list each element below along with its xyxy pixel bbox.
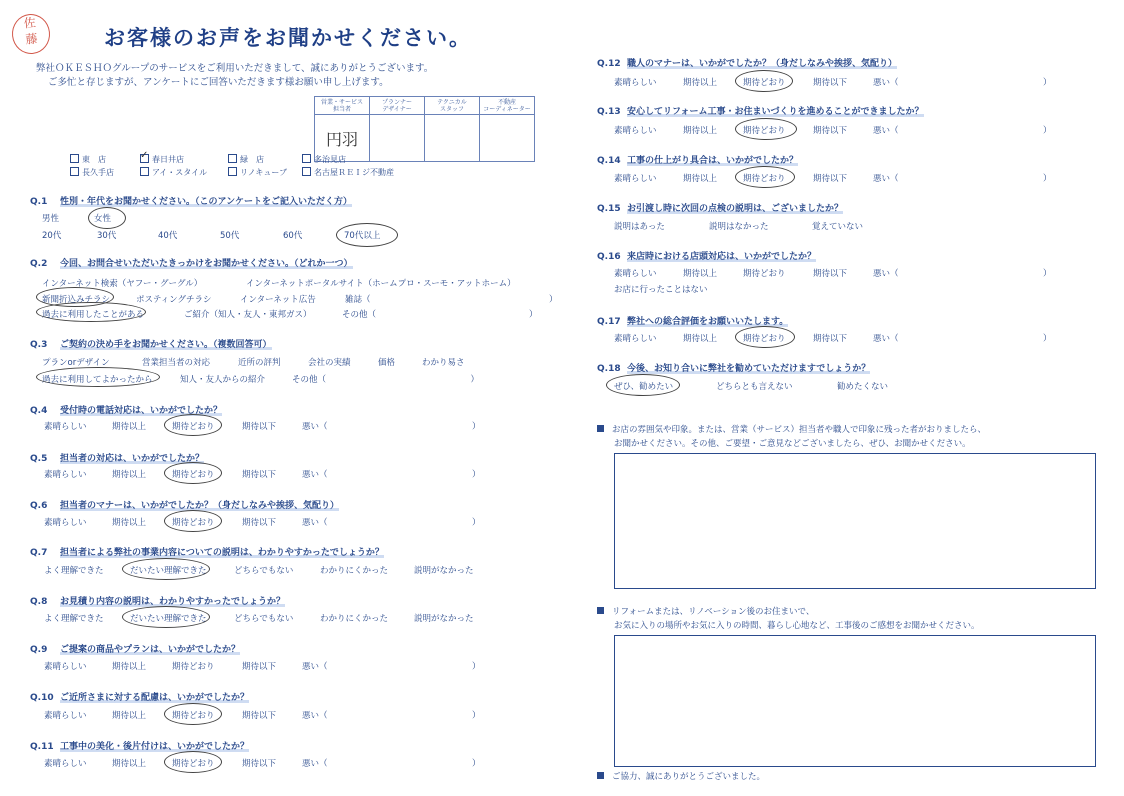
checkbox-icon[interactable]	[228, 167, 237, 176]
answer-option[interactable]: 期待以上	[683, 269, 718, 279]
comment2-line-2: お気に入りの場所やお気に入りの時間、暮らし心地など、工事後のご感想をお聞かせください。	[614, 621, 980, 631]
answer-circle-mark	[164, 510, 222, 532]
answer-option[interactable]: 期待どおり	[172, 711, 215, 721]
answer-option[interactable]: ポスティングチラシ	[136, 295, 212, 305]
answer-option[interactable]: 期待以上	[112, 470, 147, 480]
question-heading	[30, 594, 285, 607]
staff-table	[314, 96, 535, 162]
answer-option[interactable]: 素晴らしい	[614, 78, 657, 88]
answer-option[interactable]: 60代	[283, 231, 303, 241]
thanks-line	[597, 770, 765, 782]
question-number: Q.18	[597, 364, 621, 374]
shop-option[interactable]	[302, 154, 346, 165]
question-number: Q.6	[30, 501, 48, 511]
answer-option[interactable]: 期待どおり	[172, 470, 215, 480]
answer-option[interactable]: その他（ ）	[342, 310, 538, 320]
answer-option[interactable]: 過去に利用してよかったから	[42, 375, 153, 385]
answer-circle-mark	[164, 703, 222, 725]
answer-option[interactable]: 素晴らしい	[614, 269, 657, 279]
question-text: 弊社への総合評価をお願いいたします。	[627, 317, 789, 327]
answer-circle-mark	[164, 751, 222, 773]
answer-option[interactable]: 期待どおり	[743, 78, 786, 88]
answer-option[interactable]: プランorデザイン	[42, 358, 110, 368]
shop-label: リノキューブ	[240, 168, 287, 177]
answer-option[interactable]: 70代以上	[344, 231, 381, 241]
question-text: 安心してリフォーム工事・お住まいづくりを進めることができましたか？	[627, 107, 924, 117]
answer-option[interactable]: 期待以下	[242, 470, 277, 480]
question-text: 担当者のマナーは、いかがでしたか？（身だしなみや挨拶、気配り）	[60, 501, 340, 511]
answer-option[interactable]: 期待以上	[112, 759, 147, 769]
comment1-prompt	[597, 423, 986, 435]
question-heading	[30, 739, 249, 752]
answer-option[interactable]: 会社の実績	[308, 358, 351, 368]
thanks-text: ご協力、誠にありがとうございました。	[612, 772, 766, 782]
question-number: Q.8	[30, 597, 48, 607]
answer-option[interactable]: どちらとも言えない	[716, 382, 793, 392]
question-text: ご近所さまに対する配慮は、いかがでしたか？	[60, 693, 250, 703]
question-text: 職人のマナーは、いかがでしたか？（身だしなみや挨拶、気配り）	[627, 59, 898, 69]
answer-option[interactable]: 説明はなかった	[709, 222, 769, 232]
answer-option[interactable]: 30代	[97, 231, 117, 241]
question-text: 今回、お問合せいただいたきっかけをお聞かせください。（どれか一つ）	[60, 259, 353, 269]
answer-option[interactable]: 男性	[42, 214, 60, 224]
question-heading	[597, 56, 897, 69]
answer-option[interactable]: 悪い（ ）	[873, 334, 1052, 344]
checkbox-icon[interactable]	[228, 154, 237, 163]
answer-option[interactable]: よく理解できた	[44, 614, 104, 624]
answer-option[interactable]: 悪い（ ）	[302, 662, 481, 672]
answer-option[interactable]: 価格	[378, 358, 396, 368]
answer-option[interactable]: 20代	[42, 231, 62, 241]
answer-option[interactable]: 悪い（ ）	[302, 759, 481, 769]
answer-option[interactable]: 素晴らしい	[44, 470, 87, 480]
bullet-square-icon	[597, 425, 604, 432]
answer-circle-mark	[735, 166, 795, 188]
answer-circle-mark	[336, 223, 398, 247]
question-number: Q.15	[597, 204, 621, 214]
shop-option[interactable]	[140, 154, 184, 165]
seal-char: 佐	[23, 15, 37, 31]
question-number: Q.14	[597, 156, 621, 166]
comment1-line-2: お聞かせください。その他、ご要望・ご意見などございましたら、ぜひ、お聞かせください。	[614, 439, 971, 449]
answer-option[interactable]: 期待以上	[683, 334, 718, 344]
answer-option[interactable]: 悪い（ ）	[302, 711, 481, 721]
answer-option[interactable]: 悪い（ ）	[302, 422, 481, 432]
answer-circle-mark	[36, 367, 160, 387]
answer-option[interactable]: 説明がなかった	[414, 566, 474, 576]
checkbox-icon[interactable]	[70, 167, 79, 176]
shop-option[interactable]	[228, 154, 264, 165]
answer-circle-mark	[36, 302, 146, 322]
answer-option[interactable]: 悪い（ ）	[873, 174, 1052, 184]
answer-option[interactable]: どちらでもない	[234, 566, 294, 576]
answer-option[interactable]: 説明がなかった	[414, 614, 474, 624]
answer-option[interactable]: 女性	[94, 214, 112, 224]
answer-option[interactable]: 近所の評判	[238, 358, 281, 368]
answer-circle-mark	[88, 207, 126, 229]
shop-label: 長久手店	[82, 168, 114, 177]
seal-stamp	[10, 12, 52, 56]
answer-circle-mark	[164, 414, 222, 436]
answer-option[interactable]: 素晴らしい	[44, 711, 87, 721]
answer-option[interactable]: 営業担当者の対応	[142, 358, 211, 368]
question-text: 来店時における店頭対応は、いかがでしたか？	[627, 252, 817, 262]
shop-option[interactable]	[70, 154, 106, 165]
answer-option[interactable]: 期待どおり	[172, 518, 215, 528]
answer-option[interactable]: 素晴らしい	[44, 759, 87, 769]
answer-option[interactable]: 説明はあった	[614, 222, 665, 232]
question-number: Q.10	[30, 693, 54, 703]
answer-option[interactable]: わかりにくかった	[320, 614, 389, 624]
answer-option[interactable]: だいたい理解できた	[130, 614, 207, 624]
answer-circle-mark	[122, 606, 210, 628]
shop-label: 多治見店	[314, 155, 346, 164]
comment2-textbox[interactable]	[614, 635, 1096, 767]
question-number: Q.7	[30, 548, 48, 558]
answer-option[interactable]: 期待どおり	[743, 126, 786, 136]
answer-option[interactable]: 知人・友人からの紹介	[180, 375, 266, 385]
answer-option[interactable]: 素晴らしい	[614, 126, 657, 136]
question-text: 担当者の対応は、いかがでしたか？	[60, 454, 205, 464]
answer-option[interactable]: 素晴らしい	[614, 174, 657, 184]
answer-option[interactable]: 期待以上	[112, 711, 147, 721]
question-heading	[30, 194, 352, 207]
answer-option[interactable]: 期待以上	[683, 174, 718, 184]
answer-option[interactable]: 素晴らしい	[614, 334, 657, 344]
question-heading	[597, 249, 816, 262]
question-text: ご契約の決め手をお聞かせください。（複数回答可）	[60, 340, 272, 350]
answer-option[interactable]: お店に行ったことはない	[614, 285, 708, 295]
staff-header-realestate: 不動産 コーディネーター	[480, 97, 535, 115]
question-number: Q.16	[597, 252, 621, 262]
answer-option[interactable]: 40代	[158, 231, 178, 241]
answer-option[interactable]: 期待以下	[813, 78, 848, 88]
question-number: Q.1	[30, 197, 48, 207]
answer-option[interactable]: 新聞折込みチラシ	[42, 295, 111, 305]
answer-option[interactable]: 期待以下	[813, 269, 848, 279]
question-number: Q.17	[597, 317, 621, 327]
comment2-prompt	[597, 605, 814, 617]
question-heading	[597, 314, 788, 327]
question-text: 担当者による弊社の事業内容についての説明は、わかりやすかったでしょうか？	[60, 548, 384, 558]
comment2-line-1: リフォームまたは、リノベーション後のお住まいで、	[612, 607, 815, 617]
answer-option[interactable]: 悪い（ ）	[873, 126, 1052, 136]
question-number: Q.2	[30, 259, 48, 269]
answer-option[interactable]: 期待以上	[112, 518, 147, 528]
staff-header-technical: テクニカル スタッフ	[425, 97, 480, 115]
answer-option[interactable]: 雑誌（ ）	[345, 295, 558, 305]
answer-option[interactable]: 期待以上	[112, 422, 147, 432]
question-heading	[597, 361, 870, 374]
answer-option[interactable]: 期待以下	[813, 174, 848, 184]
question-heading	[30, 690, 249, 703]
intro-line-1: 弊社ＯＫＥＳＨＯグループのサービスをご利用いただきまして、誠にありがとうございます。	[36, 63, 434, 74]
answer-option[interactable]: ぜひ、勧めたい	[614, 382, 674, 392]
answer-option[interactable]: 悪い（ ）	[873, 269, 1052, 279]
answer-circle-mark	[122, 558, 210, 580]
answer-option[interactable]: だいたい理解できた	[130, 566, 207, 576]
answer-option[interactable]: 期待以下	[242, 422, 277, 432]
answer-option[interactable]: 期待以上	[683, 126, 718, 136]
answer-option[interactable]: 悪い（ ）	[302, 470, 481, 480]
answer-option[interactable]: 期待以下	[813, 126, 848, 136]
answer-option[interactable]: 期待どおり	[743, 174, 786, 184]
checkbox-icon[interactable]	[70, 154, 79, 163]
page-title: お客様のお声をお聞かせください。	[104, 26, 472, 50]
comment1-textbox[interactable]	[614, 453, 1096, 589]
answer-option[interactable]: よく理解できた	[44, 566, 104, 576]
question-text: お見積り内容の説明は、わかりやすかったでしょうか？	[60, 597, 286, 607]
answer-circle-mark	[606, 374, 680, 396]
question-number: Q.9	[30, 645, 48, 655]
question-heading	[30, 451, 204, 464]
shop-label: 名古屋ＲＥＩジ不動産	[314, 168, 394, 177]
answer-option[interactable]: 期待どおり	[743, 334, 786, 344]
question-heading	[30, 337, 272, 350]
answer-option[interactable]: その他（ ）	[292, 375, 480, 385]
checkbox-icon[interactable]	[140, 167, 149, 176]
question-heading	[597, 201, 843, 214]
answer-option[interactable]: わかりにくかった	[320, 566, 389, 576]
answer-option[interactable]: 期待以下	[242, 711, 277, 721]
staff-cell-planner[interactable]	[370, 115, 425, 162]
answer-option[interactable]: 悪い（ ）	[302, 518, 481, 528]
checkbox-icon[interactable]	[302, 167, 311, 176]
answer-option[interactable]: インターネットポータルサイト（ホームプロ・スーモ・アットホーム）	[246, 279, 516, 289]
staff-header-planner: プランナー デザイナー	[370, 97, 425, 115]
shop-label: 春日井店	[152, 155, 184, 164]
answer-option[interactable]: 期待以下	[242, 662, 277, 672]
question-number: Q.11	[30, 742, 54, 752]
question-heading	[30, 642, 240, 655]
question-number: Q.13	[597, 107, 621, 117]
answer-option[interactable]: 過去に利用したことがある	[42, 310, 145, 320]
answer-option[interactable]: 期待以上	[112, 662, 147, 672]
question-text: 工事中の美化・後片付けは、いかがでしたか？	[60, 742, 250, 752]
question-text: お引渡し時に次回の点検の説明は、ございましたか？	[627, 204, 844, 214]
answer-circle-mark	[735, 326, 795, 348]
question-heading	[30, 498, 339, 511]
question-text: 受付時の電話対応は、いかがでしたか？	[60, 406, 223, 416]
handwritten-name: 円羽	[325, 129, 358, 149]
bullet-square-icon	[597, 607, 604, 614]
question-text: 工事の仕上がり具合は、いかがでしたか？	[627, 156, 799, 166]
question-number: Q.3	[30, 340, 48, 350]
answer-option[interactable]: 期待どおり	[172, 662, 215, 672]
question-heading	[597, 153, 798, 166]
answer-option[interactable]: ご紹介（知人・友人・東邦ガス）	[184, 310, 312, 320]
answer-option[interactable]: 期待どおり	[172, 759, 215, 769]
answer-option[interactable]: インターネット広告	[240, 295, 316, 305]
question-heading	[597, 104, 924, 117]
answer-option[interactable]: 勧めたくない	[837, 382, 889, 392]
shop-label: アイ・スタイル	[152, 168, 208, 177]
question-heading	[30, 545, 384, 558]
answer-option[interactable]: 期待以下	[813, 334, 848, 344]
shop-label: 東 店	[82, 155, 106, 164]
shop-option[interactable]	[228, 167, 287, 178]
answer-option[interactable]: 素晴らしい	[44, 662, 87, 672]
answer-option[interactable]: どちらでもない	[234, 614, 294, 624]
answer-circle-mark	[735, 118, 797, 140]
shop-option[interactable]	[302, 167, 394, 178]
answer-circle-mark	[735, 70, 793, 92]
answer-option[interactable]: 素晴らしい	[44, 518, 87, 528]
answer-option[interactable]: 期待どおり	[743, 269, 786, 279]
intro-line-2: ご多忙と存じますが、アンケートにご回答いただきます様お願い申し上げます。	[48, 77, 389, 88]
staff-cell-realestate[interactable]	[480, 115, 535, 162]
answer-option[interactable]: 悪い（ ）	[873, 78, 1052, 88]
question-text: ご提案の商品やプランは、いかがでしたか？	[60, 645, 241, 655]
answer-circle-mark	[164, 462, 222, 484]
answer-option[interactable]: インターネット検索（ヤフー・グーグル）	[42, 279, 203, 289]
question-number: Q.12	[597, 59, 621, 69]
question-heading	[30, 256, 353, 269]
question-text: 性別・年代をお聞かせください。（このアンケートをご記入いただく方）	[60, 197, 352, 207]
bullet-square-icon	[597, 772, 604, 779]
question-text: 今後、お知り合いに弊社を勧めていただけますでしょうか？	[627, 364, 871, 374]
shop-option[interactable]	[70, 167, 114, 178]
comment1-line-1: お店の雰囲気や印象。または、営業（サービス）担当者や職人で印象に残った者がおりましたら、	[612, 425, 987, 435]
staff-header-sales: 営業・サービス 担当者	[315, 97, 370, 115]
shop-label: 緑 店	[240, 155, 264, 164]
question-number: Q.5	[30, 454, 48, 464]
answer-option[interactable]: 覚えていない	[812, 222, 864, 232]
answer-option[interactable]: 素晴らしい	[44, 422, 87, 432]
answer-option[interactable]: 期待以上	[683, 78, 718, 88]
answer-option[interactable]: 50代	[220, 231, 240, 241]
shop-option[interactable]	[140, 167, 207, 178]
question-number: Q.4	[30, 406, 48, 416]
answer-option[interactable]: 期待以下	[242, 759, 277, 769]
answer-option[interactable]: 期待どおり	[172, 422, 215, 432]
checkbox-icon[interactable]	[302, 154, 311, 163]
answer-option[interactable]: 期待以下	[242, 518, 277, 528]
answer-option[interactable]: わかり易さ	[422, 358, 465, 368]
checkbox-icon[interactable]	[140, 154, 149, 163]
seal-char: 藤	[24, 31, 39, 47]
staff-cell-technical[interactable]	[425, 115, 480, 162]
